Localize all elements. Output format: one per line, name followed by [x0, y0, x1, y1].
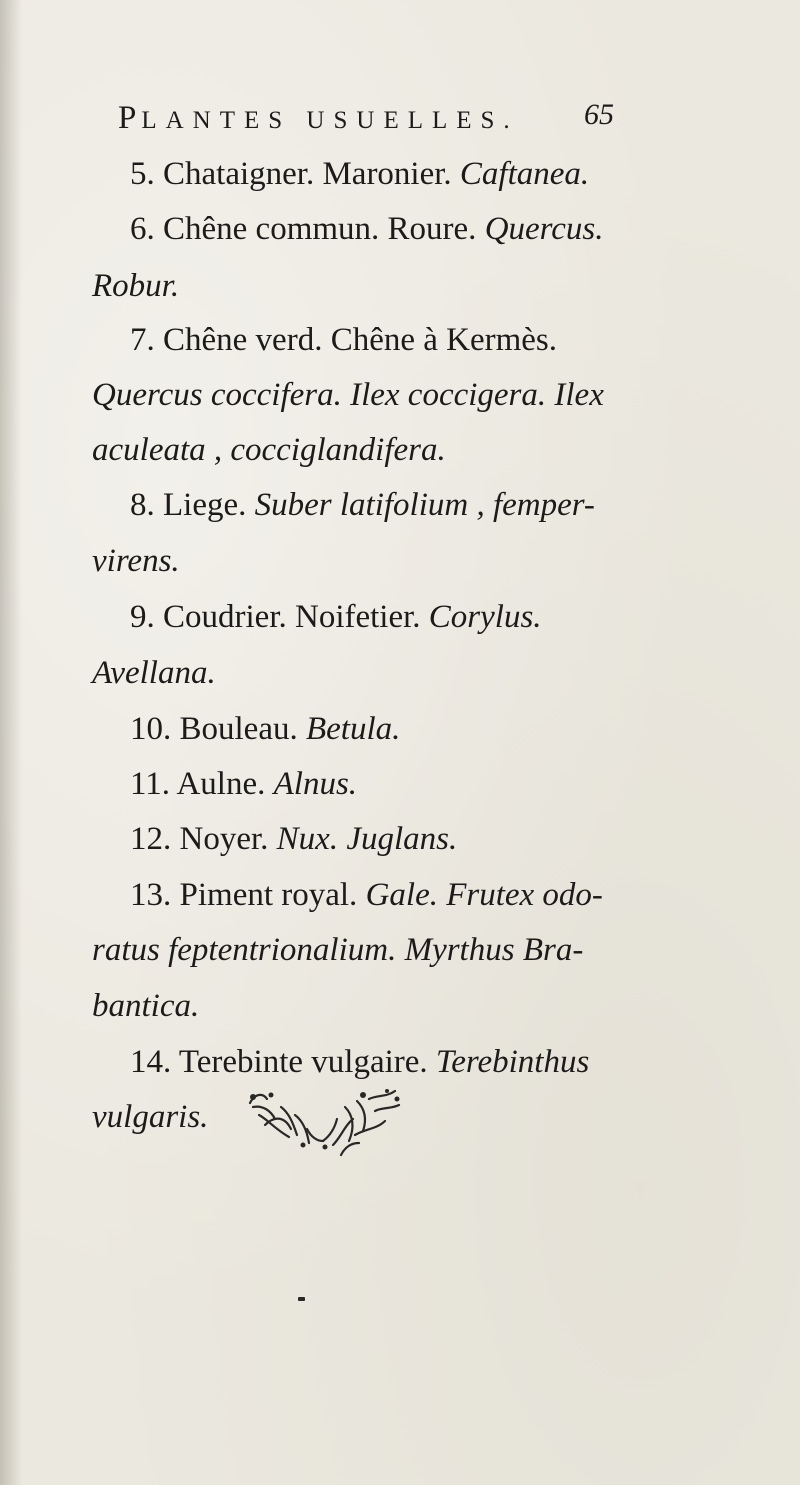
entry-7-continuation — [92, 434, 446, 467]
latin-name: Suber latifolium , femper- — [254, 487, 595, 523]
entry-number: 10. — [130, 711, 172, 747]
entry-number: 11. — [130, 766, 171, 802]
stray-mark — [298, 1297, 305, 1301]
latin-name: aculeata , cocciglandifera. — [92, 432, 446, 468]
gutter-shadow — [0, 0, 22, 1485]
entry-6-continuation — [92, 270, 179, 303]
latin-name: Gale. Frutex odo- — [365, 877, 603, 913]
french-name: Piment royal. — [179, 877, 358, 913]
entry-number: 6. — [130, 211, 155, 247]
entry-number: 13. — [130, 877, 172, 913]
entry-number: 5. — [130, 156, 155, 192]
french-name: Chêne verd. Chêne à Kermès. — [163, 322, 558, 358]
entry-number: 9. — [130, 599, 155, 635]
latin-name: virens. — [92, 543, 180, 579]
latin-name: bantica. — [92, 988, 200, 1024]
latin-name: Betula. — [305, 711, 401, 747]
french-name: Noyer. — [179, 821, 269, 857]
entry-number: 7. — [130, 322, 155, 358]
entry-14-continuation — [92, 1101, 208, 1134]
entry-13 — [130, 879, 603, 912]
entry-14 — [130, 1046, 589, 1079]
entry-9 — [130, 601, 542, 634]
french-name: Chataigner. Maronier. — [163, 156, 452, 192]
latin-name: Alnus. — [273, 766, 358, 802]
latin-name: Avellana. — [92, 655, 216, 691]
entry-13-continuation — [92, 934, 583, 967]
latin-name: Caftanea. — [459, 156, 590, 192]
latin-name: Robur. — [92, 268, 180, 304]
entry-12 — [130, 823, 457, 856]
entry-11 — [130, 768, 357, 801]
entry-6 — [130, 213, 604, 246]
entry-number: 14. — [130, 1044, 172, 1080]
latin-name: Terebinthus — [435, 1044, 590, 1080]
running-head — [118, 100, 678, 144]
entry-7 — [130, 324, 557, 357]
entry-7-continuation — [92, 379, 604, 412]
entry-number: 12. — [130, 821, 172, 857]
french-name: Coudrier. Noifetier. — [163, 599, 421, 635]
latin-name: Nux. Juglans. — [276, 821, 458, 857]
latin-name: ratus feptentrionalium. Myrthus Bra- — [92, 932, 584, 968]
entry-5 — [130, 158, 589, 191]
floral-tailpiece-ornament-icon — [245, 1085, 405, 1160]
latin-name: vulgaris. — [92, 1099, 209, 1135]
entry-10 — [130, 713, 400, 746]
french-name: Liege. — [163, 487, 247, 523]
french-name: Terebinte vulgaire. — [178, 1044, 428, 1080]
latin-name: Quercus coccifera. Ilex coccigera. Ilex — [92, 377, 604, 413]
french-name: Aulne. — [176, 766, 266, 802]
entry-13-continuation — [92, 990, 199, 1023]
running-head-title: LANTES USUELLES. — [141, 107, 519, 134]
latin-name: Corylus. — [428, 599, 542, 635]
page-number: 65 — [584, 98, 614, 131]
running-head-initial: P — [118, 100, 142, 136]
entry-8-continuation — [92, 545, 180, 578]
latin-name: Quercus. — [484, 211, 604, 247]
french-name: Chêne commun. Roure. — [163, 211, 477, 247]
entry-9-continuation — [92, 657, 216, 690]
entry-number: 8. — [130, 487, 155, 523]
entry-8 — [130, 489, 595, 522]
french-name: Bouleau. — [179, 711, 298, 747]
